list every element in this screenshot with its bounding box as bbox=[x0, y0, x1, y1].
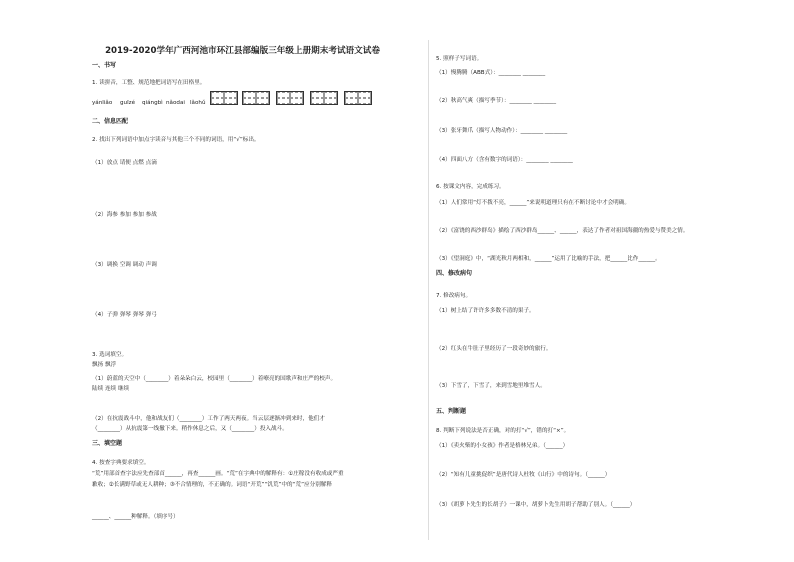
writing-grid-4[interactable] bbox=[310, 91, 338, 105]
question-5-3: （3）张牙舞爪（描写人物动作）：________ ________ bbox=[436, 128, 568, 134]
writing-grid-1[interactable] bbox=[210, 91, 238, 105]
question-3-2b: （________）从抗震第一线撤下来。稍作休息之后，又（________）投入战斗。 bbox=[92, 426, 288, 432]
question-6-3: （3）《望洞庭》中，“湖光秋月两相和，______”运用了比喻的手法，把______比作______。 bbox=[436, 256, 661, 262]
pinyin-5: lǎohǔ bbox=[190, 100, 206, 106]
pinyin-4: nǎodai bbox=[166, 100, 185, 106]
section-correct-sentences: 四、修改病句 bbox=[436, 270, 473, 277]
question-7: 7. 修改病句。 bbox=[436, 293, 472, 299]
pinyin-1: yánliǎo bbox=[92, 100, 113, 106]
question-1: 1. 读拼音，工整、规范地把词语写在田格里。 bbox=[92, 80, 206, 86]
question-8: 8. 判断下列说法是否正确，对的打“√”，错的打“×”。 bbox=[436, 428, 570, 434]
question-3-2a: （2）在抗震战斗中，他和战友们（________）工作了两天两夜。当云层逐渐冲到来时，他们才 bbox=[92, 416, 325, 422]
question-4-line-1: “荒”用部首查字法应先查部首______，再查______画。“荒”在字典中的解释有：①庄稼没有收成或严重 bbox=[92, 471, 344, 477]
question-5-2: （2）秋高气爽（描写季节）：________ ________ bbox=[436, 98, 557, 104]
question-6: 6. 按课文内容，完成练习。 bbox=[436, 184, 505, 190]
column-divider bbox=[428, 40, 429, 540]
question-8-3: （3）《胡萝卜先生的长胡子》一课中，胡萝卜先生用胡子帮助了别人。（______） bbox=[436, 502, 636, 508]
word-bank-1: 飘扬 飘浮 bbox=[92, 362, 117, 368]
question-3-1: （1）蔚蓝的天空中（________）着朵朵白云，校园里（________）着嘹亮的国歌声和庄严的校声。 bbox=[92, 376, 337, 382]
page-title: 2019-2020学年广西河池市环江县部编版三年级上册期末考试语文试卷 bbox=[105, 46, 380, 56]
question-8-2: （2）“知有儿童挑促织”是唐代诗人杜牧《山行》中的诗句。（______） bbox=[436, 472, 611, 478]
question-8-1: （1）《卖火柴的小女孩》作者是格林兄弟。（______） bbox=[436, 443, 569, 449]
question-2-2: （2）海参 参加 参加 参战 bbox=[92, 212, 157, 218]
question-2: 2. 找出下列词语中加点字读音与其他三个不同的词语，用“√”标出。 bbox=[92, 137, 260, 143]
question-7-2: （2）红头在牛肚子里经历了一段奇妙的旅行。 bbox=[436, 346, 552, 352]
writing-grid-2[interactable] bbox=[242, 91, 270, 105]
section-fill-blank: 三、填空题 bbox=[92, 440, 123, 447]
writing-grid-5[interactable] bbox=[344, 91, 372, 105]
question-7-1: （1）树上结了许许多多数不清的果子。 bbox=[436, 308, 535, 314]
question-3: 3. 选词填空。 bbox=[92, 352, 128, 358]
question-4-line-2: 歉收；②长满野草或无人耕种；③不合情理的，不正确的。词语“开荒”“饥荒”中的“荒”应分别解释 bbox=[92, 482, 332, 488]
word-bank-2: 陆续 连续 继续 bbox=[92, 386, 130, 392]
question-4-line-3: ______、______种解释。（填序号） bbox=[92, 514, 179, 520]
question-4: 4. 按查字典要求填空。 bbox=[92, 460, 150, 466]
question-6-1: （1）人们常用“灯不拨不亮，______”来说明道理只有在不断讨论中才会明确。 bbox=[436, 200, 630, 206]
section-true-false: 五、判断题 bbox=[436, 408, 467, 415]
question-5-1: （1）慢腾腾（ABB式）：________ ________ bbox=[436, 70, 546, 76]
question-2-4: （4）子弹 弹琴 弹琴 弹弓 bbox=[92, 312, 157, 318]
question-2-3: （3）调换 空调 调动 声调 bbox=[92, 262, 157, 268]
question-5: 5. 照样子写词语。 bbox=[436, 56, 483, 62]
pinyin-2: guīzé bbox=[120, 100, 136, 106]
section-matching: 二、信息匹配 bbox=[92, 118, 129, 125]
section-writing: 一、书写 bbox=[92, 62, 117, 69]
question-5-4: （4）四面八方（含有数字的词语）：________ ________ bbox=[436, 157, 573, 163]
writing-grid-3[interactable] bbox=[276, 91, 304, 105]
question-6-2: （2）《富饶的西沙群岛》描绘了西沙群岛______、______，表达了作者对祖国海疆的热爱与赞美之情。 bbox=[436, 228, 689, 234]
question-7-3: （3）下雪了，下雪了，来到雪地里堆雪人。 bbox=[436, 383, 546, 389]
question-2-1: （1）放点 请便 点燃 点滴 bbox=[92, 160, 157, 166]
pinyin-3: qiángbì bbox=[142, 100, 163, 106]
